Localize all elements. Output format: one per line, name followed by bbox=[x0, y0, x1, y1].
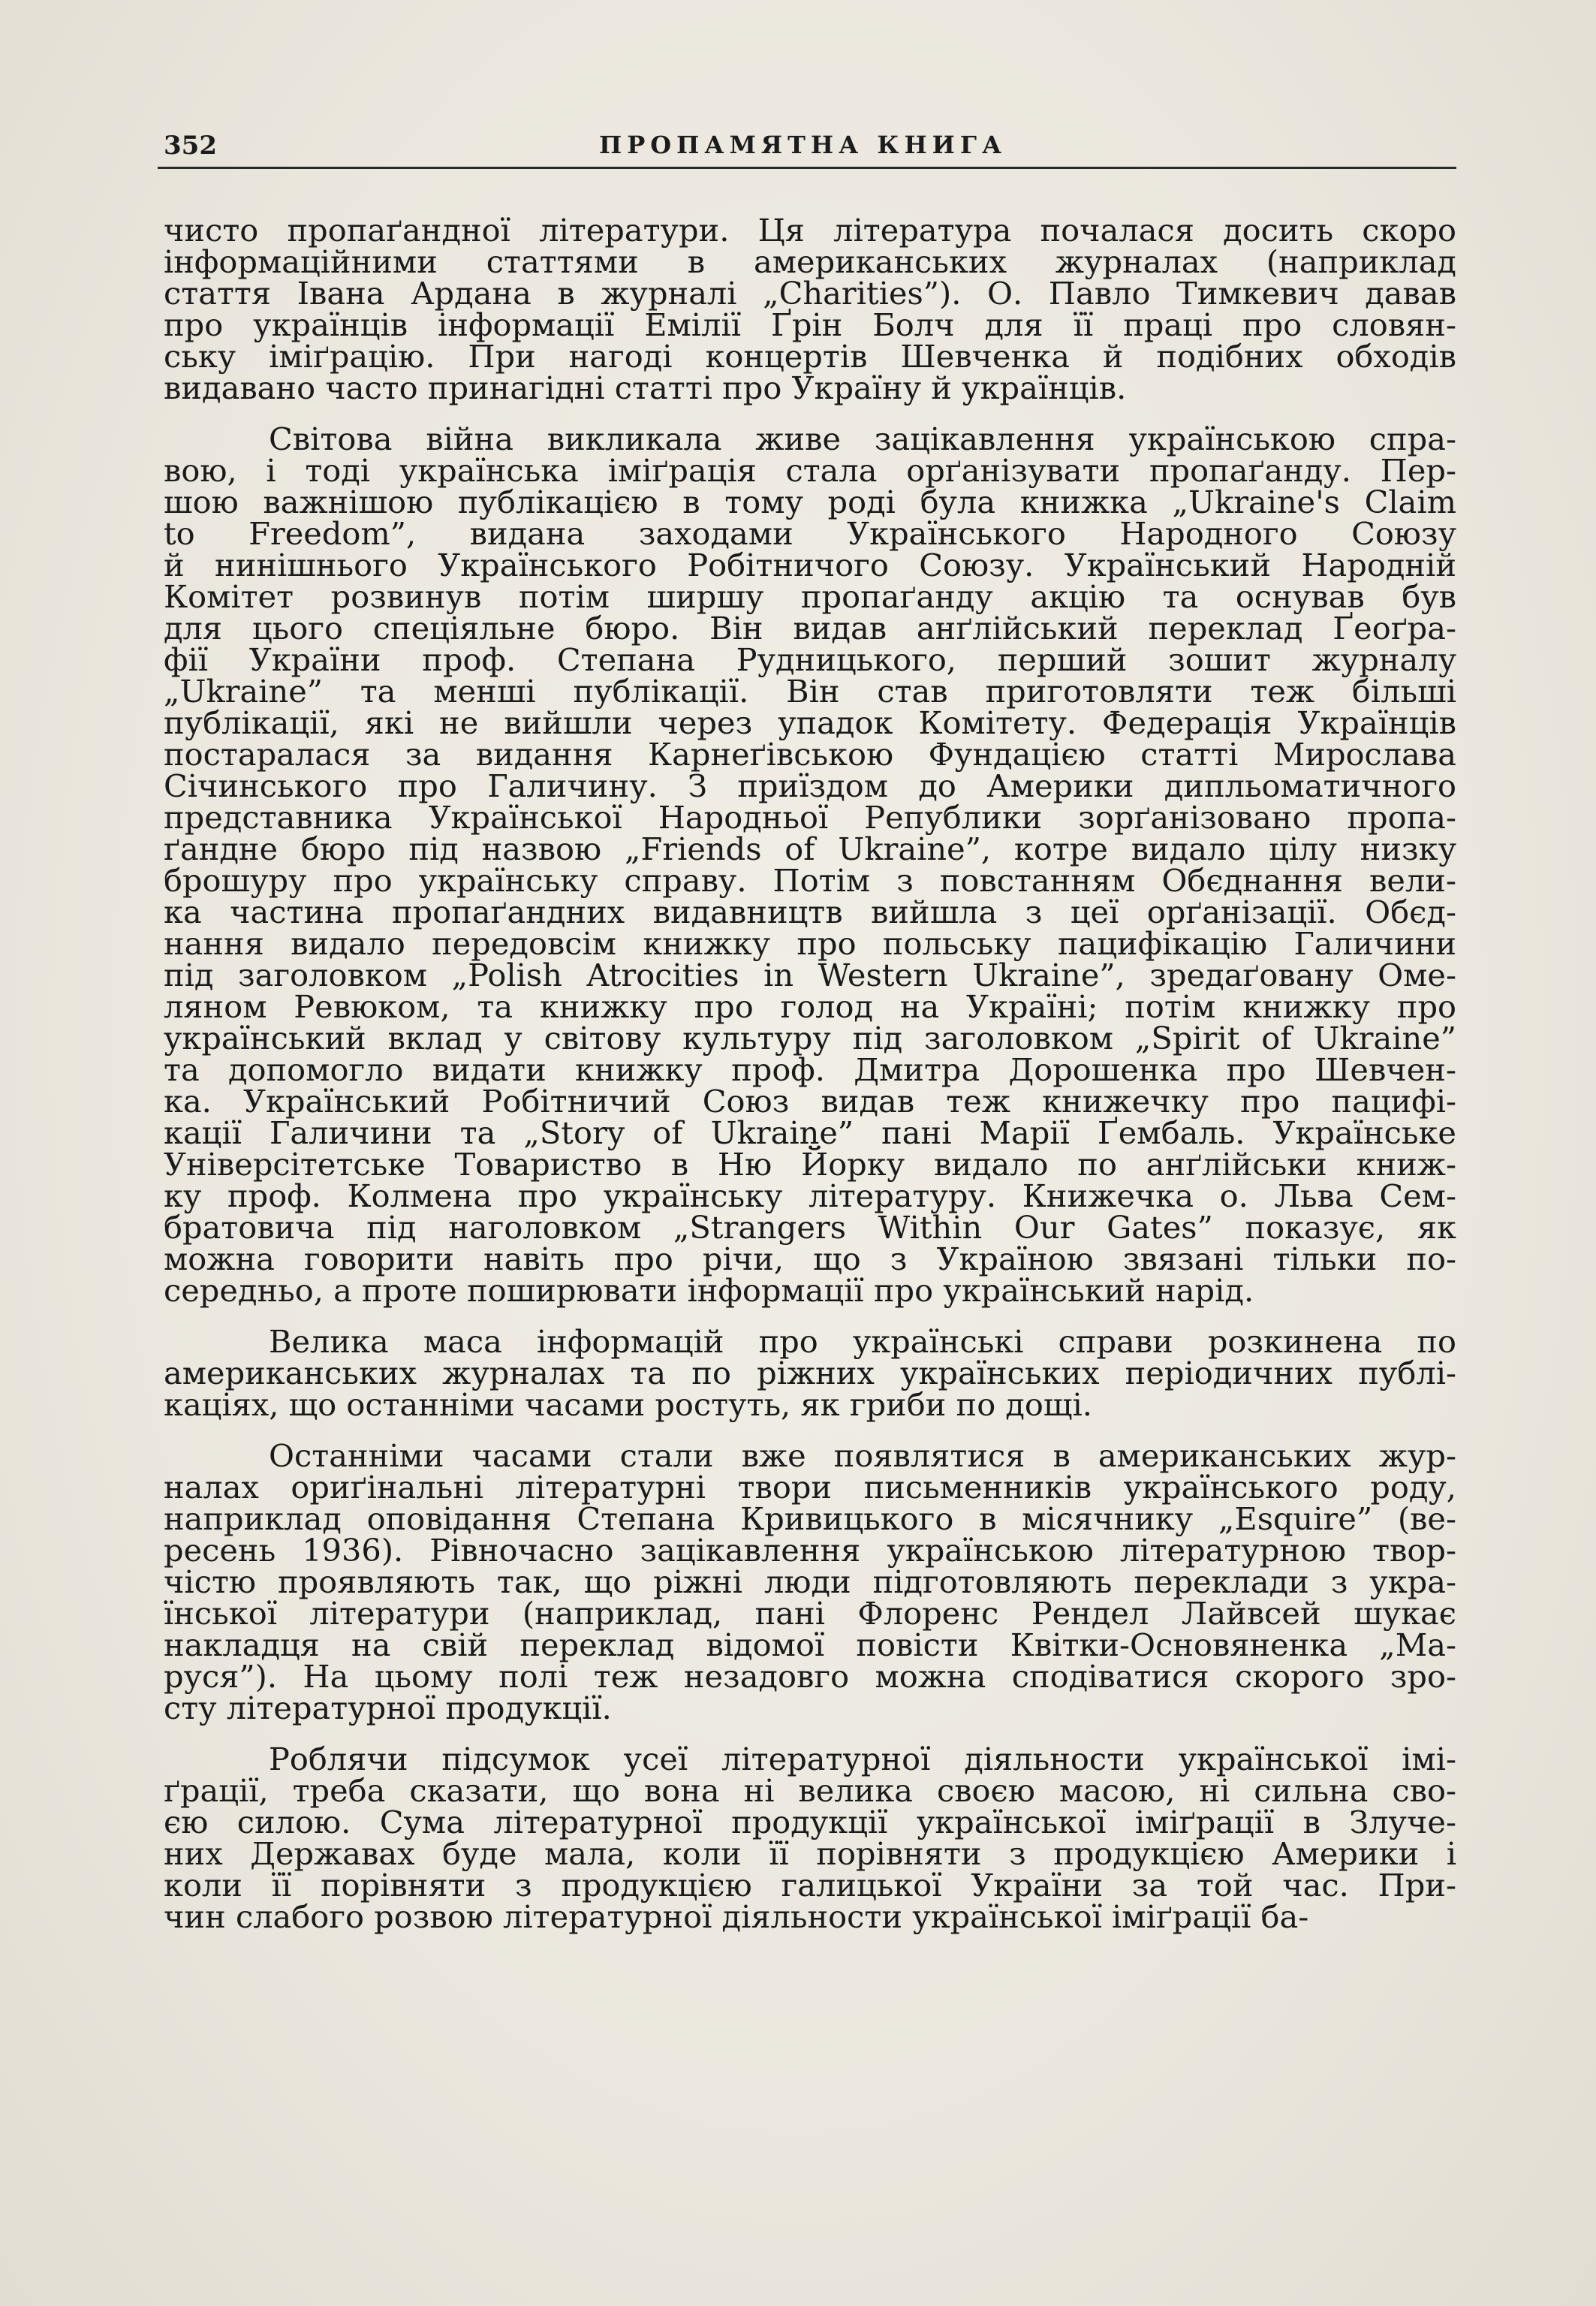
text-line: видавано часто принагідні статті про Україну й українців. bbox=[164, 369, 1127, 406]
text-line: налах ориґінальні літературні твори письменників українського роду, bbox=[164, 1469, 1456, 1506]
body-text bbox=[164, 212, 1456, 1935]
text-line: чин слабого розвою літературної діяльности української іміґрації ба- bbox=[164, 1898, 1309, 1935]
text-line: середньо, а проте поширювати інформації про український нарід. bbox=[164, 1272, 1254, 1309]
text-line: ґандне бюро під назвою „Friends of Ukraine”, котре видало цілу низку bbox=[164, 830, 1456, 867]
text-line: to Freedom”, видана заходами Українського Народного Союзу bbox=[164, 515, 1456, 552]
text-line: для цього спеціяльне бюро. Він видав анґлійський переклад Ґеоґра- bbox=[164, 610, 1456, 647]
text-line: Останніми часами стали вже появлятися в американських жур- bbox=[269, 1437, 1456, 1474]
paragraph bbox=[164, 1323, 1456, 1423]
text-line: накладця на свій переклад відомої повісти Квітки-Основяненка „Ма- bbox=[164, 1626, 1456, 1663]
text-line: брошуру про українську справу. Потім з повстанням Обєднання вели- bbox=[164, 862, 1456, 899]
text-line: коли її порівняти з продукцією галицької України за той час. При- bbox=[164, 1867, 1456, 1904]
text-line: сту літературної продукції. bbox=[164, 1690, 612, 1726]
text-line: публікації, які не вийшли через упадок Комітету. Федерація Українців bbox=[164, 704, 1456, 741]
text-line: представника Української Народньої Републики зорґанізовано пропа- bbox=[164, 799, 1456, 836]
text-line: братовича під наголовком „Strangers Within Our Gates” показує, як bbox=[164, 1209, 1456, 1246]
text-line: фії України проф. Степана Рудницького, перший зошит журналу bbox=[164, 641, 1456, 678]
text-line: Велика маса інформацій про українські справи розкинена по bbox=[269, 1323, 1456, 1360]
paragraph bbox=[164, 421, 1456, 1309]
text-line: стаття Івана Ардана в журналі „Charities”). О. Павло Тимкевич давав bbox=[164, 275, 1456, 312]
text-line: Роблячи підсумок усеї літературної діяльности української імі- bbox=[269, 1741, 1456, 1777]
text-line: Січинського про Галичину. З приїздом до Америки дипльоматичного bbox=[164, 767, 1456, 804]
text-line: ресень 1936). Рівночасно зацікавлення українською літературною твор- bbox=[164, 1532, 1456, 1569]
text-line: нання видало передовсім книжку про польську пацифікацію Галичини bbox=[164, 925, 1456, 962]
text-line: них Державах буде мала, коли її порівняти з продукцією Америки і bbox=[164, 1835, 1456, 1872]
paragraph bbox=[164, 212, 1456, 406]
text-line: ка частина пропаґандних видавництв вийшла з цеї орґанізації. Обєд- bbox=[164, 894, 1456, 930]
text-line: шою важнішою публікацією в тому роді була книжка „Ukraine's Claim bbox=[164, 484, 1456, 520]
text-line: вою, і тоді українська іміґрація стала орґанізувати пропаґанду. Пер- bbox=[164, 452, 1456, 489]
text-line: Універсітетське Товариство в Ню Йорку видало по анґлійськи книж- bbox=[164, 1146, 1456, 1183]
text-line: чістю проявляють так, що ріжні люди підготовляють переклади з укра- bbox=[164, 1563, 1456, 1600]
paragraph bbox=[164, 1741, 1456, 1935]
text-line: наприклад оповідання Степана Кривицького в місячнику „Esquire” (ве- bbox=[164, 1500, 1456, 1537]
text-line: ку проф. Колмена про українську літературу. Книжечка о. Льва Сем- bbox=[164, 1177, 1456, 1214]
page-number: 352 bbox=[164, 131, 217, 161]
text-line: кації Галичини та „Story of Ukraine” пані Марії Ґембаль. Українське bbox=[164, 1114, 1456, 1151]
text-line: й нинішнього Українського Робітничого Союзу. Український Народній bbox=[164, 547, 1456, 583]
text-line: руся”). На цьому полі теж незадовго можна сподіватися скорого зро- bbox=[164, 1658, 1456, 1695]
running-title: ПРОПАМЯТНА КНИГА bbox=[599, 131, 1007, 159]
text-line: під заголовком „Polish Atrocities in Western Ukraine”, зредаґовану Оме- bbox=[164, 957, 1456, 993]
text-line: американських журналах та по ріжних українських періодичних публі- bbox=[164, 1355, 1456, 1391]
text-line: ка. Український Робітничий Союз видав теж книжечку про пацифі- bbox=[164, 1083, 1456, 1120]
text-line: український вклад у світову культуру під заголовком „Spirit of Ukraine” bbox=[164, 1020, 1456, 1057]
text-line: їнської літератури (наприклад, пані Флоренс Рендел Лайвсей шукає bbox=[164, 1595, 1456, 1632]
text-line: ську іміґрацію. При нагоді концертів Шевченка й подібних обходів bbox=[164, 338, 1456, 375]
text-line: „Ukraine” та менші публікації. Він став приготовляти теж більші bbox=[164, 673, 1456, 710]
text-line: єю силою. Сума літературної продукції української іміґрації в Злуче- bbox=[164, 1804, 1456, 1840]
text-line: можна говорити навіть про річи, що з Україною звязані тільки по- bbox=[164, 1240, 1456, 1277]
paragraph bbox=[164, 1437, 1456, 1726]
page-header bbox=[164, 126, 1455, 164]
text-line: та допомогло видати книжку проф. Дмитра Дорошенка про Шевчен- bbox=[164, 1051, 1456, 1088]
text-line: ляном Ревюком, та книжку про голод на Україні; потім книжку про bbox=[164, 988, 1456, 1025]
header-rule bbox=[158, 167, 1456, 169]
text-line: інформаційними статтями в американських журналах (наприклад bbox=[164, 243, 1456, 280]
text-line: чисто пропаґандної літератури. Ця література почалася досить скоро bbox=[164, 212, 1456, 249]
text-line: Комітет розвинув потім ширшу пропаґанду акцію та оснував був bbox=[164, 578, 1456, 615]
text-line: постаралася за видання Карнеґівською Фундацією статті Мирослава bbox=[164, 736, 1456, 773]
text-line: Світова війна викликала живе зацікавлення українською спра- bbox=[269, 421, 1456, 457]
text-line: про українців інформації Емілії Ґрін Болч для її праці про словян- bbox=[164, 306, 1456, 343]
text-line: каціях, що останніми часами ростуть, як гриби по дощі. bbox=[164, 1386, 1092, 1423]
text-line: ґрації, треба сказати, що вона ні велика своєю масою, ні сильна сво- bbox=[164, 1772, 1456, 1809]
